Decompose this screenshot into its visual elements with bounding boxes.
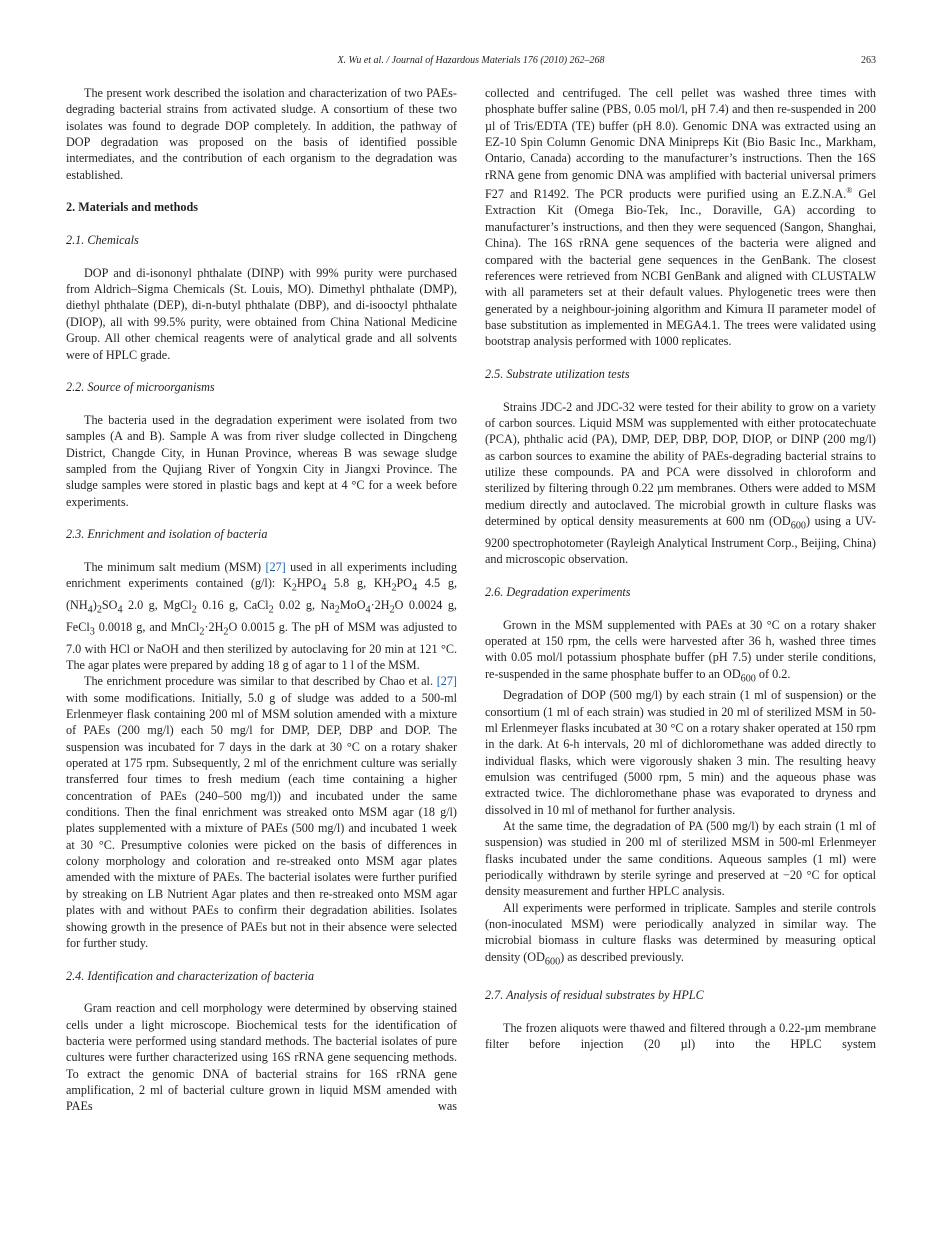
running-head <box>66 55 876 69</box>
degradation-paragraph-1: Grown in the MSM supplemented with PAEs at 30 °C on a rotary shaker operated at 150 rpm, the cells were harvested after 36 h, washed three times with 0.05 mol/l potassium phosphate buffer (pH 7.5) under sterile conditions, re-suspended in the same phosphate buffer to an $OD_{600}$ of 0.2. <box>485 617 876 684</box>
degradation-paragraph-4: All experiments were performed in triplicate. Samples and sterile controls (non-inoculated MSM) were periodically analyzed in similar way. The microbial biomass in culture flasks was determined by measuring optical density $(OD_{600})$ as described previously. <box>485 900 876 968</box>
continued-paragraph: collected and centrifuged. The cell pellet was washed three times with phosphate buffer saline (PBS, 0.05 mol/l, pH 7.4) and then re-suspended in 200 µl of Tris/EDTA (TE) buffer (pH 8.0). Genomic DNA was extracted using an EZ-10 Spin Column Genomic DNA Minipreps Kit (Bio Basic Inc., Markham, Ontario, Canada) according to the manufacturer’s instructions. Then the 16S rRNA gene from genomic DNA was amplified with bacterial universal primers F27 and R1492. The PCR products were purified using an E.Z.N.A.® Gel Extraction Kit (Omega Bio-Tek, Inc., Doraville, GA) according to manufacturer’s instructions, and then they were sequenced (Sangon, Shanghai, China). The 16S rRNA gene sequences of the bacteria were aligned and compared with the bacterial gene sequences in the GenBank. The closest references were retrieved from NCBI GenBank and aligned with CLUSTALW with all parameters set at their default values. Phylogenetic trees were then generated by a neighbour-joining algorithm and Kimura II parameter model of base substitution as implemented in MEGA4.1. The trees were validated using bootstrap analysis performed with 1000 replicates. <box>485 86 876 349</box>
substrate-paragraph: Strains JDC-2 and JDC-32 were tested for their ability to grow on a variety of carbon sources. Liquid MSM was supplemented with either protocatechuate (PCA), phthalic acid (PA), DMP, DEP, DBP, DOP, DIOP, or DINP (200 mg/l) as carbon sources to examine the ability of PAEs-degrading bacterial strains to utilize these compounds. PA and PCA were dissolved in chloroform and sterilized by filtering through 0.22 µm membranes. Others were added to MSM medium directly and autoclaved. The microbial growth in culture flasks was determined by optical density measurements at 600 nm $(OD_{600})$ using a UV-9200 spectrophotometer (Rayleigh Analytical Instrument Corp., Beijing, China) and microscopic observation. <box>485 399 877 567</box>
page-number: 263 <box>861 55 876 66</box>
citation-link[interactable]: [27] <box>436 674 457 689</box>
section-2-2-heading: 2.2. Source of microorganisms <box>66 380 215 395</box>
chemicals-paragraph: DOP and di-isononyl phthalate (DINP) with 99% purity were purchased from Aldrich–Sigma Chemicals (St. Louis, MO). Dimethyl phthalate (DMP), diethyl phthalate (DEP), di-n-butyl phthalate (DBP), and di-isooctyl phthalate (DIOP), all with 99.5% purity, were obtained from China National Medicine Group. All other chemical reagents were of analytical grade and all solvents were of HPLC grade. <box>66 265 457 362</box>
section-2-6-heading: 2.6. Degradation experiments <box>485 584 631 599</box>
enrichment-paragraph: The enrichment procedure was similar to that described by Chao et al. [27] with some modifications. Initially, 5.0 g of sludge was added to a 500-ml Erlenmeyer flask containing 200 ml of MSM solution amended with a mixture of PAEs (200 mg/l) each 50 mg/l for DMP, DEP, DBP and DOP. The suspension was incubated for 7 days in the dark at 30 °C on a rotary shaker operated at 175 rpm. Subsequently, 2 ml of the enrichment culture was serially transferred four times to fresh medium (each time containing a higher concentration of PAEs (240–500 mg/l)) and incubated under the same conditions. Then the final enrichment was streaked onto MSM agar (18 g/l) plates supplemented with a mixture of PAEs (500 mg/l) and incubated 1 week at 30 °C. Presumptive colonies were picked on the basis of differences in colony morphology and coloration and re-streaked onto MSM agar plates amended with the mixture of PAEs. The bacterial isolates were further purified by streaking on LB Nutrient Agar plates and then re-streaked onto MSM agar plates with and without PAEs to confirm their degradation abilities. Isolates showing growth in the presence of PAEs but not in their absence were selected for further study. <box>66 674 457 950</box>
identification-paragraph: Gram reaction and cell morphology were determined by observing stained cells under a light microscope. Biochemical tests for the identification of bacteria were performed using standard methods. The bacterial isolates of pure cultures were further characterized using 16S rRNA gene sequencing methods. To extract the genomic DNA of bacterial strains for 16S rRNA gene amplification, 2 ml of bacterial culture grown in liquid MSM amended with PAEs was <box>66 1001 457 1114</box>
section-2-4-heading: 2.4. Identification and characterization of bacteria <box>66 968 315 983</box>
hplc-paragraph: The frozen aliquots were thawed and filtered through a 0.22-µm membrane filter before injection (20 µl) into the HPLC system <box>485 1020 876 1051</box>
section-2-7-heading: 2.7. Analysis of residual substrates by HPLC <box>485 987 704 1002</box>
citation-link[interactable]: [27] <box>265 559 286 574</box>
section-2-heading: 2. Materials and methods <box>66 200 199 215</box>
degradation-paragraph-2: Degradation of DOP (500 mg/l) by each strain (1 ml of suspension) or the consortium (1 ml of each strain) was studied in 20 ml of sterilized MSM in 50-ml Erlenmeyer flasks incubated at 30 °C on a rotary shaker operated at 150 rpm in the dark. At 6-h intervals, 20 ml of dichloromethane was added directly to individual flasks, which were vigorously shaken 3 min. The resulting heavy emulsion was centrifuged (5000 rpm, 5 min) and the aqueous phase was extracted twice. The dichloromethane phase was evaporated to dryness and dissolved in 10 ml of methanol for further analysis. <box>485 688 876 817</box>
left-column <box>66 85 457 1115</box>
section-2-1-heading: 2.1. Chemicals <box>66 233 139 248</box>
degradation-paragraph-3: At the same time, the degradation of PA (500 mg/l) by each strain (1 ml of suspension) was studied in 200 ml of sterilized MSM in 500-ml Erlenmeyer flasks incubated under the same conditions. Aqueous samples (1 ml) were periodically withdrawn by sterile syringe and preserved at −20 °C for optical density measurement and further HPLC analysis. <box>485 819 876 899</box>
section-2-3-heading: 2.3. Enrichment and isolation of bacteria <box>66 527 268 542</box>
journal-citation: X. Wu et al. / Journal of Hazardous Materials 176 (2010) 262–268 <box>337 55 605 66</box>
intro-paragraph: The present work described the isolation and characterization of two PAEs-degrading bacterial strains from activated sludge. A consortium of these two isolates was found to degrade DOP completely. In addition, the pathway of DOP degradation was proposed on the basis of identified possible intermediates, and the contribution of each organism to the degradation was established. <box>66 86 457 182</box>
msm-paragraph: The minimum salt medium (MSM) [27] used in all experiments including enrichment experiments contained (g/l): $K_2HPO_4$ 5.8 g, $KH_2PO_4$ 4.5 g, $(NH_4)_2SO_4$ 2.0 g, MgCl$_2$ 0.16 g, CaCl$_2$ 0.02 g, $Na_2MoO_4\cdot 2H_2O$ 0.0024 g, FeCl$_3$ 0.0018 g, and $MnCl_2\cdot 2H_2O$ 0.0015 g. The pH of MSM was adjusted to 7.0 with HCl or NaOH and then sterilized by autoclaving for 20 min at 121 °C. The agar plates were prepared by adding 18 g of agar to 1 l of the MSM. <box>66 559 458 672</box>
source-paragraph: The bacteria used in the degradation experiment were isolated from two samples (A and B). Sample A was from river sludge collected in Dingcheng District, Changde City, in Hunan Province, whereas B was sewage sludge sampled from the Qujiang River of Yongxin City in Jiangxi Province. The sludge samples were stored in plastic bags and kept at 4 °C for a week before experiments. <box>66 412 457 509</box>
right-column <box>485 85 876 1052</box>
section-2-5-heading: 2.5. Substrate utilization tests <box>485 366 630 381</box>
